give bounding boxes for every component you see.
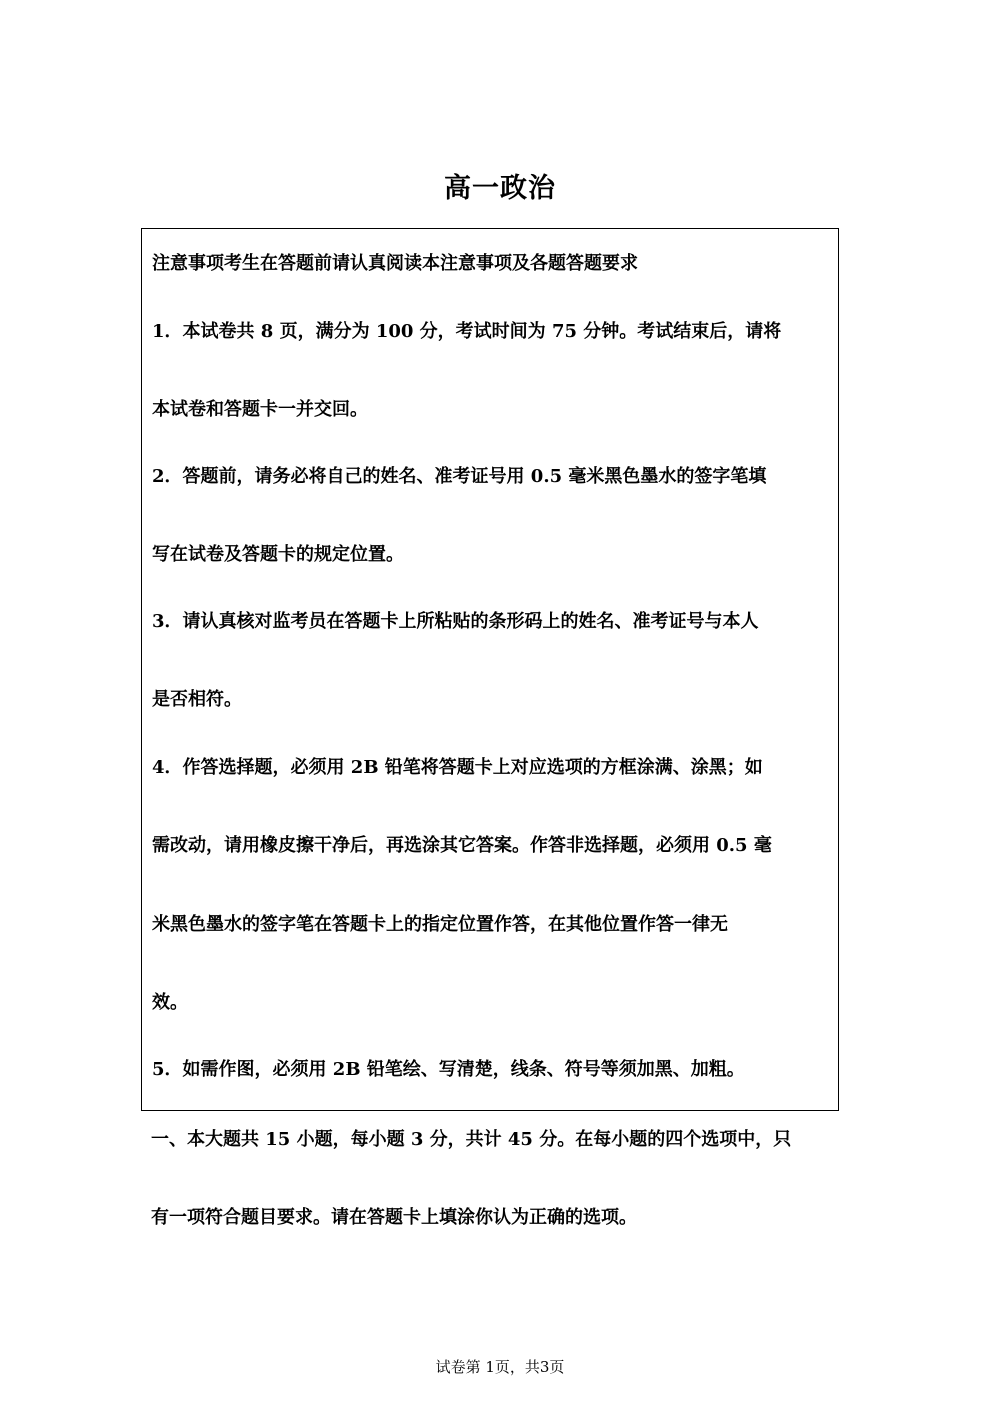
notice-heading: 注意事项考生在答题前请认真阅读本注意事项及各题答题要求 (152, 253, 638, 274)
page-title: 高一政治 (444, 173, 556, 204)
notice-line: 是否相符。 (152, 689, 242, 710)
notice-line: 需改动，请用橡皮擦干净后，再选涂其它答案。作答非选择题，必须用 0.5 毫 (152, 835, 772, 856)
section-heading: 一、本大题共 15 小题，每小题 3 分，共计 45 分。在每小题的四个选项中，只 (151, 1129, 792, 1150)
notice-line: 写在试卷及答题卡的规定位置。 (152, 544, 404, 565)
notice-line: 效。 (152, 992, 188, 1013)
notice-box (141, 228, 839, 1111)
page-footer: 试卷第 1页，共3页 (435, 1358, 565, 1376)
notice-line: 4．作答选择题，必须用 2B 铅笔将答题卡上对应选项的方框涂满、涂黑；如 (152, 757, 763, 778)
section-heading-continued: 有一项符合题目要求。请在答题卡上填涂你认为正确的选项。 (151, 1207, 637, 1228)
notice-line: 5．如需作图，必须用 2B 铅笔绘、写清楚，线条、符号等须加黑、加粗。 (152, 1059, 745, 1080)
notice-line: 本试卷和答题卡一并交回。 (152, 399, 368, 420)
notice-line: 2．答题前，请务必将自己的姓名、准考证号用 0.5 毫米黑色墨水的签字笔填 (152, 466, 767, 487)
notice-line: 3．请认真核对监考员在答题卡上所粘贴的条形码上的姓名、准考证号与本人 (152, 611, 759, 632)
notice-line: 1．本试卷共 8 页，满分为 100 分，考试时间为 75 分钟。考试结束后，请将 (152, 321, 782, 342)
notice-line: 米黑色墨水的签字笔在答题卡上的指定位置作答，在其他位置作答一律无 (152, 914, 728, 935)
